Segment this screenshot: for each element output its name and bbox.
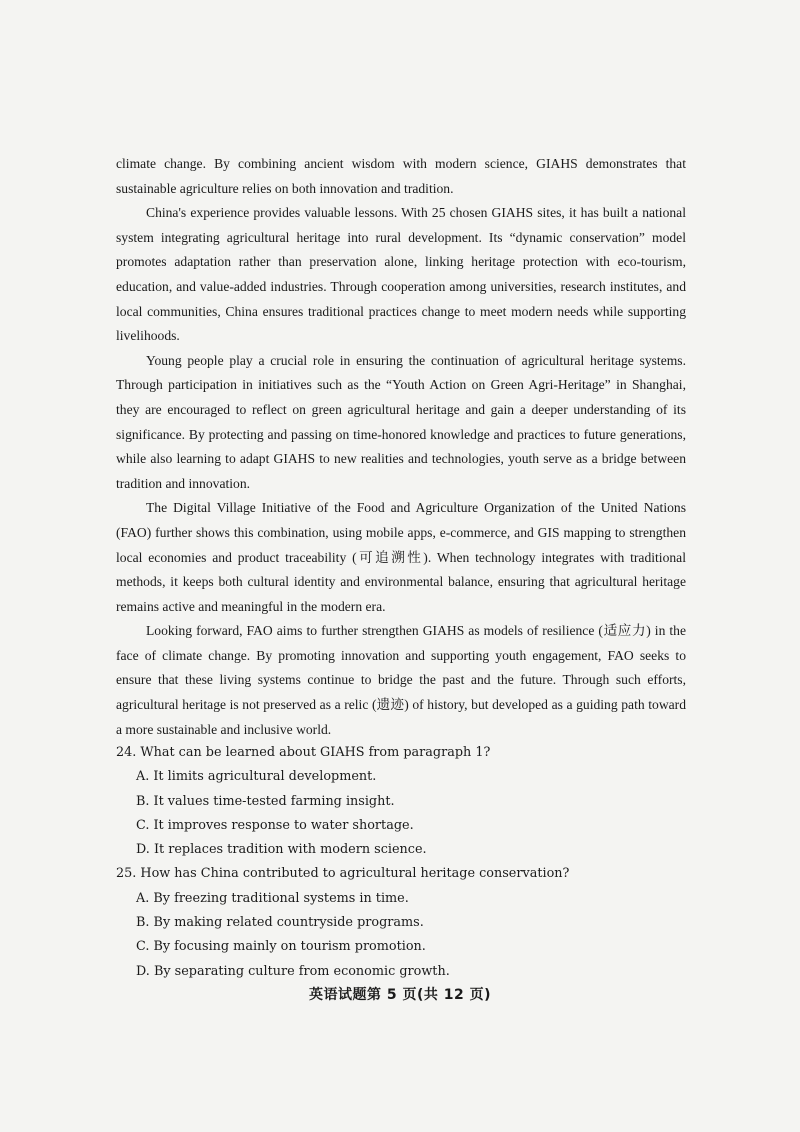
question-stem: 24. What can be learned about GIAHS from paragraph 1? <box>116 745 491 760</box>
option-c: C. By focusing mainly on tourism promotion. <box>136 939 426 955</box>
passage-paragraph-5: Looking forward, FAO aims to further strengthen GIAHS as models of resilience (适应力) in the face of climate change. By promoting innovation and supporting youth engagement, FAO seeks to ensure that these living systems continue to bridge the past and the future. Through such efforts, agricultural heritage is not preserved as a relic (遗迹) of history, but developed as a guiding path toward a more sustainable and inclusive world. <box>116 623 686 737</box>
option-d: D. It replaces tradition with modern science. <box>136 842 427 858</box>
passage-paragraph-1: climate change. By combining ancient wisdom with modern science, GIAHS demonstrates that sustainable agriculture relies on both innovation and tradition. <box>116 156 686 196</box>
passage-paragraph-2: China's experience provides valuable lessons. With 25 chosen GIAHS sites, it has built a national system integrating agricultural heritage into rural development. Its “dynamic conservation” model promotes adaptation rather than preservation alone, linking heritage protection with eco-tourism, education, and value-added industries. Through cooperation among universities, research institutes, and local communities, China ensures traditional practices change to meet modern needs while supporting livelihoods. <box>116 205 686 344</box>
question-stem: 25. How has China contributed to agricultural heritage conservation? <box>116 866 570 882</box>
option-a: A. By freezing traditional systems in time. <box>136 890 409 906</box>
passage-paragraph-4: The Digital Village Initiative of the Food and Agriculture Organization of the United Nations (FAO) further shows this combination, using mobile apps, e-commerce, and GIS mapping to strengthen local economies and product traceability (可追溯性). When technology integrates with traditional methods, it keeps both cultural identity and environmental balance, ensuring that agricultural heritage remains active and meaningful in the modern era. <box>116 500 686 614</box>
option-b: B. It values time-tested farming insight. <box>136 793 395 809</box>
option-c: C. It improves response to water shortage. <box>136 817 414 833</box>
option-a: A. It limits agricultural development. <box>136 769 377 785</box>
question-list <box>116 741 686 984</box>
passage-paragraph-3: Young people play a crucial role in ensuring the continuation of agricultural heritage systems. Through participation in initiatives such as the “Youth Action on Green Agri-Heritage” in Shanghai, they are encouraged to reflect on green agricultural heritage and gain a deeper understanding of its significance. By protecting and passing on time-honored knowledge and practices to future generations, while also learning to adapt GIAHS to new realities and technologies, youth serve as a bridge between tradition and innovation. <box>116 352 686 491</box>
option-b: B. By making related countryside programs. <box>136 915 424 931</box>
option-d: D. By separating culture from economic growth. <box>136 963 450 979</box>
question-25 <box>116 862 686 983</box>
reading-passage <box>116 152 686 742</box>
question-24 <box>116 741 686 862</box>
page-footer: 英语试题第 5 页(共 12 页) <box>308 987 492 1003</box>
